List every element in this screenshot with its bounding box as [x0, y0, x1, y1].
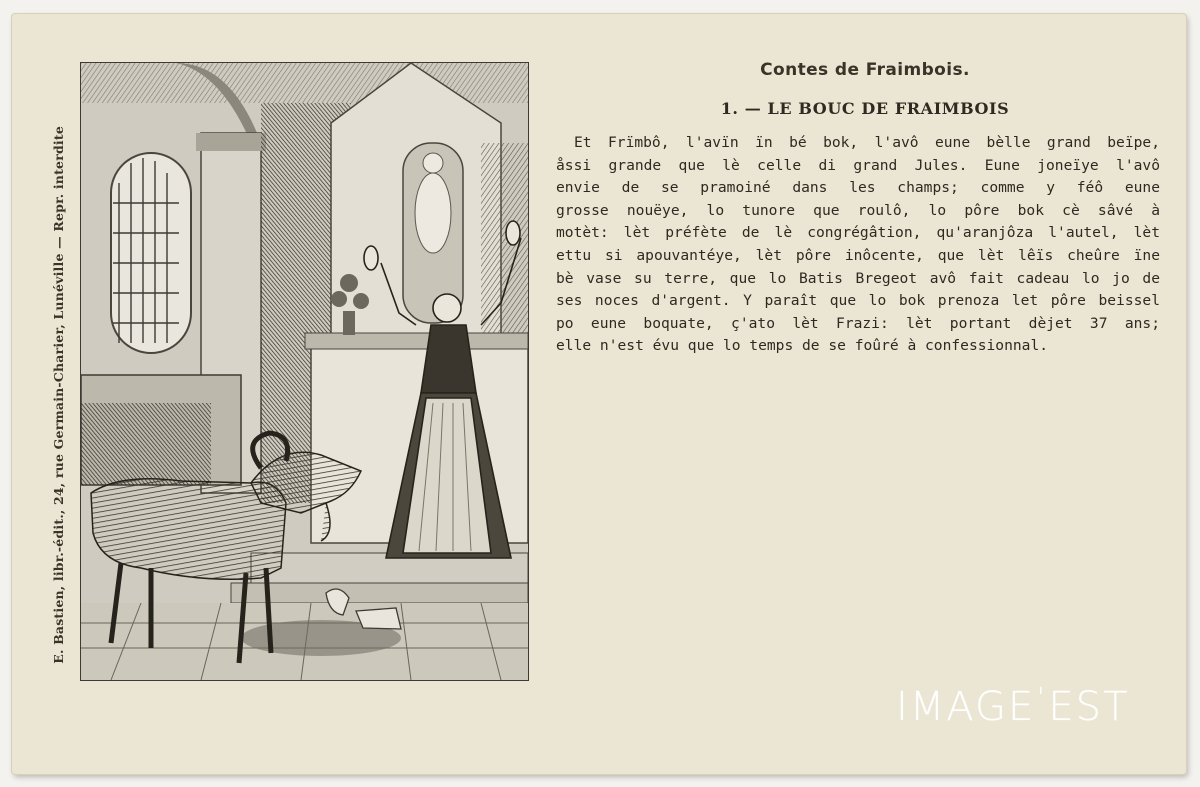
story-line: ettu si apouvantéye, lèt pôre inôcente, que lèt lêïs cheûre ïne: [556, 246, 1160, 264]
story-line: Et Frïmbô, l'avïn ïn bé bok, l'avô eune bèlle grand beïpe,: [574, 134, 1160, 151]
story-title: 1. — LE BOUC DE FRAIMBOIS: [720, 99, 1010, 118]
series-title: Contes de Fraimbois.: [760, 60, 970, 80]
engraving-illustration: [80, 62, 529, 681]
goat-and-woman-engraving: [81, 63, 528, 680]
story-line: bè vase su terre, que lo Batis Bregeot avô fait cadeau lo jo de: [556, 269, 1160, 287]
story-text: [556, 132, 1160, 358]
publisher-caption-text: E. Bastien, libr.-édit., 24, rue Germain-Charier, Lunéville — Repr. interdite: [50, 125, 66, 664]
story-line: ses noces d'argent. Y paraît que lo bok prenoza let pôre beissel: [556, 292, 1160, 310]
watermark-right: EST: [1048, 684, 1130, 730]
story-line: grosse nouëye, lo tunore que roulô, lo pôre bok cè sâvé à: [556, 201, 1160, 219]
watermark-tick: ': [1037, 683, 1047, 713]
story-line: elle n'est évu que lo temps de se foûré à confessionnal.: [556, 337, 1049, 355]
image-est-watermark: [896, 683, 1130, 733]
watermark-left: IMAGE: [896, 684, 1036, 730]
story-line: motèt: lèt préfète de lè congrégâtion, qu'aranjôza l'autel, lèt: [556, 224, 1160, 242]
story-line: po eune boquate, ç'ato lèt Frazi: lèt portant dèjet 37 ans;: [556, 314, 1160, 332]
publisher-caption: [43, 92, 73, 697]
story-line: envie de se pramoiné dans les champs; comme y féô eune: [556, 179, 1160, 197]
story-line: åssi grande que lè celle di grand Jules. Eune joneïye l'avô: [556, 156, 1160, 174]
